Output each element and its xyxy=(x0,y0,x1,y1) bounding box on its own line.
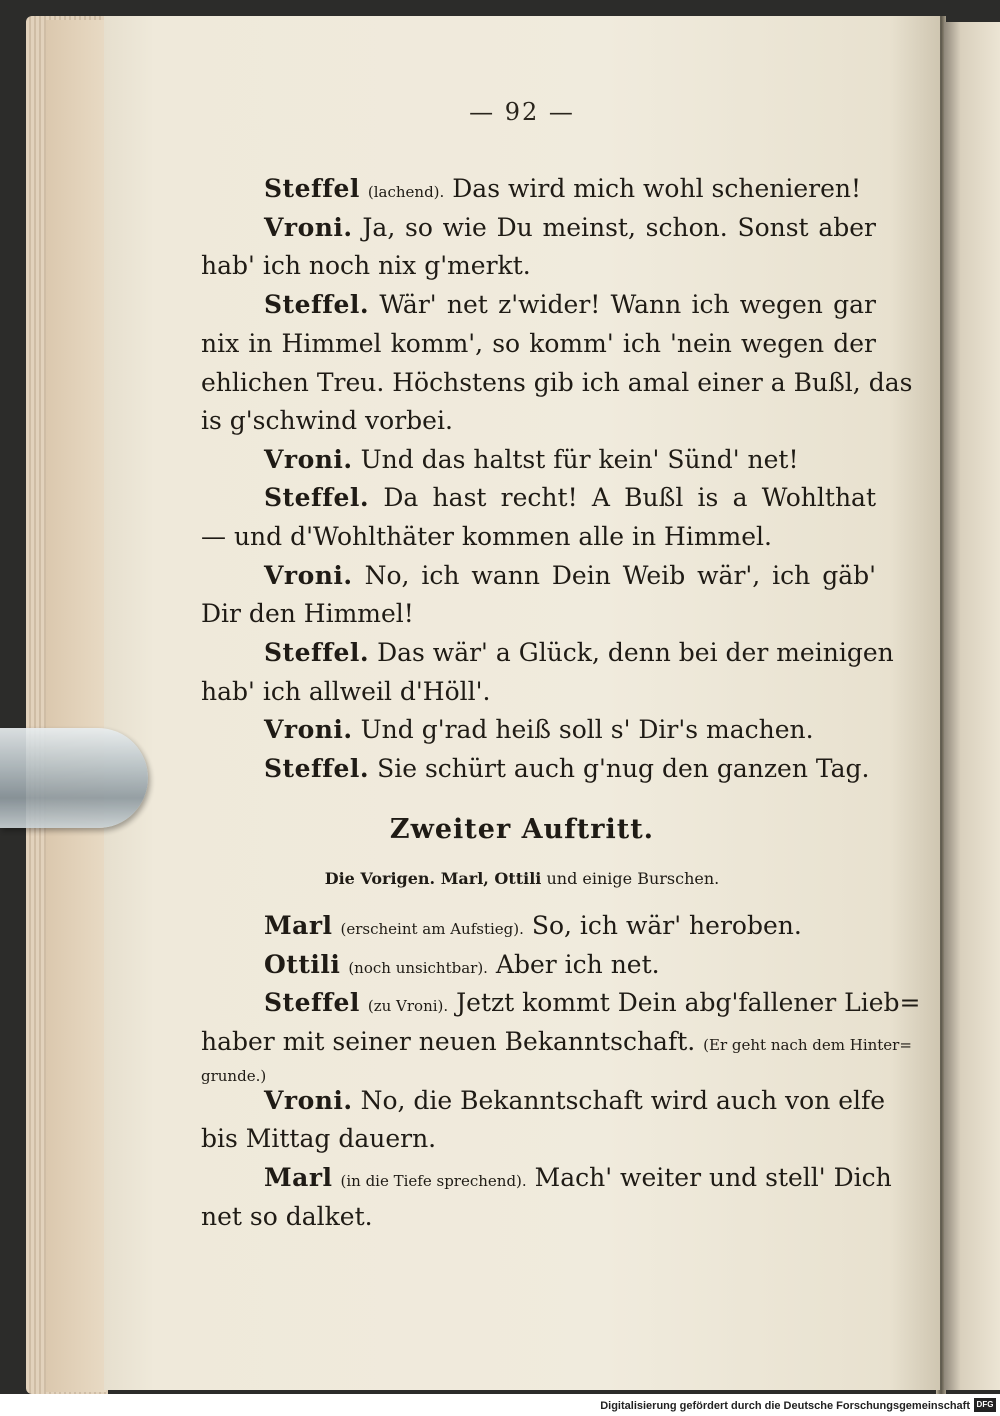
dialogue-line xyxy=(104,597,876,631)
dialogue-line xyxy=(104,675,876,709)
stage-direction: (lachend). xyxy=(367,183,445,201)
speaker-name: Steffel. xyxy=(264,290,370,319)
line-text: Das wird mich wohl schenieren! xyxy=(452,174,862,203)
line-text: Und g'rad heiß soll s' Dir's machen. xyxy=(360,715,814,744)
dialogue-line xyxy=(104,948,876,985)
dfg-logo: DFG xyxy=(974,1398,996,1412)
dialogue-line xyxy=(104,249,876,283)
dialogue-line xyxy=(104,211,876,245)
line-text: is g'schwind vorbei. xyxy=(201,406,453,435)
speaker-name: Marl xyxy=(264,1163,333,1192)
dialogue-line xyxy=(104,636,894,670)
cast-list-rest: und einige Burschen. xyxy=(546,869,720,888)
line-text: Wär' net z'wider! Wann ich wegen gar xyxy=(379,290,877,319)
stage-direction: (noch unsichtbar). xyxy=(348,959,488,977)
book-clamp xyxy=(0,728,148,828)
speaker-name: Vroni. xyxy=(264,715,353,744)
line-text: Mach' weiter und stell' Dich xyxy=(534,1163,892,1192)
dialogue-line xyxy=(104,366,913,400)
stage-direction: (Er geht nach dem Hinter= xyxy=(703,1036,912,1054)
line-text: hab' ich noch nix g'merkt. xyxy=(201,251,531,280)
line-text: Das wär' a Glück, denn bei der meinigen xyxy=(377,638,894,667)
line-text: ehlichen Treu. Höchstens gib ich amal einer a Bußl, das xyxy=(201,368,913,397)
dialogue-line xyxy=(104,909,876,946)
line-text: Da hast recht! A Bußl is a Wohlthat xyxy=(383,483,876,512)
dialogue-line xyxy=(104,752,876,786)
speaker-name: Vroni. xyxy=(264,1086,353,1115)
line-text: net so dalket. xyxy=(201,1202,373,1231)
dialogue-line xyxy=(104,404,876,438)
dialogue-line xyxy=(104,172,940,209)
cast-list xyxy=(104,869,940,888)
dialogue-line xyxy=(104,1161,892,1198)
line-text: hab' ich allweil d'Höll'. xyxy=(201,677,491,706)
dialogue-line xyxy=(104,986,921,1023)
line-text: nix in Himmel komm', so komm' ich 'nein wegen der xyxy=(201,329,876,358)
line-text: Sie schürt auch g'nug den ganzen Tag. xyxy=(377,754,870,783)
dialogue-line xyxy=(104,520,876,554)
dialogue-line xyxy=(104,713,876,747)
line-text: Jetzt kommt Dein abg'fallener Lieb= xyxy=(456,988,921,1017)
digitization-credit: Digitalisierung gefördert durch die Deutsche Forschungsgemeinschaft xyxy=(600,1400,970,1412)
page-number: — 92 — xyxy=(469,98,575,126)
line-text: — und d'Wohlthäter kommen alle in Himmel. xyxy=(201,522,772,551)
line-text: haber mit seiner neuen Bekanntschaft. xyxy=(201,1027,696,1056)
stage-direction: grunde.) xyxy=(201,1067,267,1085)
dialogue-line xyxy=(104,327,876,361)
line-text: bis Mittag dauern. xyxy=(201,1124,437,1153)
speaker-name: Vroni. xyxy=(264,445,353,474)
speaker-name: Vroni. xyxy=(264,213,353,242)
dialogue-line xyxy=(104,288,876,322)
stage-direction: (erscheint am Aufstieg). xyxy=(340,920,524,938)
line-text: Ja, so wie Du meinst, schon. Sonst aber xyxy=(362,213,876,242)
book-page xyxy=(104,16,940,1390)
line-text: Dir den Himmel! xyxy=(201,599,414,628)
speaker-name: Steffel xyxy=(264,174,360,203)
line-text: Und das haltst für kein' Sünd' net! xyxy=(360,445,799,474)
dialogue-line xyxy=(104,1200,876,1234)
dialogue-line xyxy=(104,443,876,477)
dialogue-line xyxy=(104,559,876,593)
line-text: So, ich wär' heroben. xyxy=(531,911,802,940)
speaker-name: Steffel. xyxy=(264,754,370,783)
speaker-name: Steffel. xyxy=(264,638,370,667)
dialogue-line xyxy=(104,1122,876,1156)
dialogue-line xyxy=(104,1084,886,1118)
line-text: Aber ich net. xyxy=(495,950,660,979)
stage-direction: (in die Tiefe sprechend). xyxy=(340,1172,527,1190)
speaker-name: Steffel. xyxy=(264,483,370,512)
line-text: No, die Bekanntschaft wird auch von elfe xyxy=(360,1086,886,1115)
speaker-name: Vroni. xyxy=(264,561,353,590)
line-text: No, ich wann Dein Weib wär', ich gäb' xyxy=(364,561,876,590)
page-edges-shadow xyxy=(46,20,106,1392)
scene-heading: Zweiter Auftritt. xyxy=(389,814,655,845)
speaker-name: Marl xyxy=(264,911,333,940)
speaker-name: Ottili xyxy=(264,950,341,979)
cast-list-names: Die Vorigen. Marl, Ottili xyxy=(324,869,542,888)
stage-direction: (zu Vroni). xyxy=(367,997,449,1015)
speaker-name: Steffel xyxy=(264,988,360,1017)
facing-page xyxy=(944,22,1000,1390)
dialogue-line xyxy=(104,481,876,515)
